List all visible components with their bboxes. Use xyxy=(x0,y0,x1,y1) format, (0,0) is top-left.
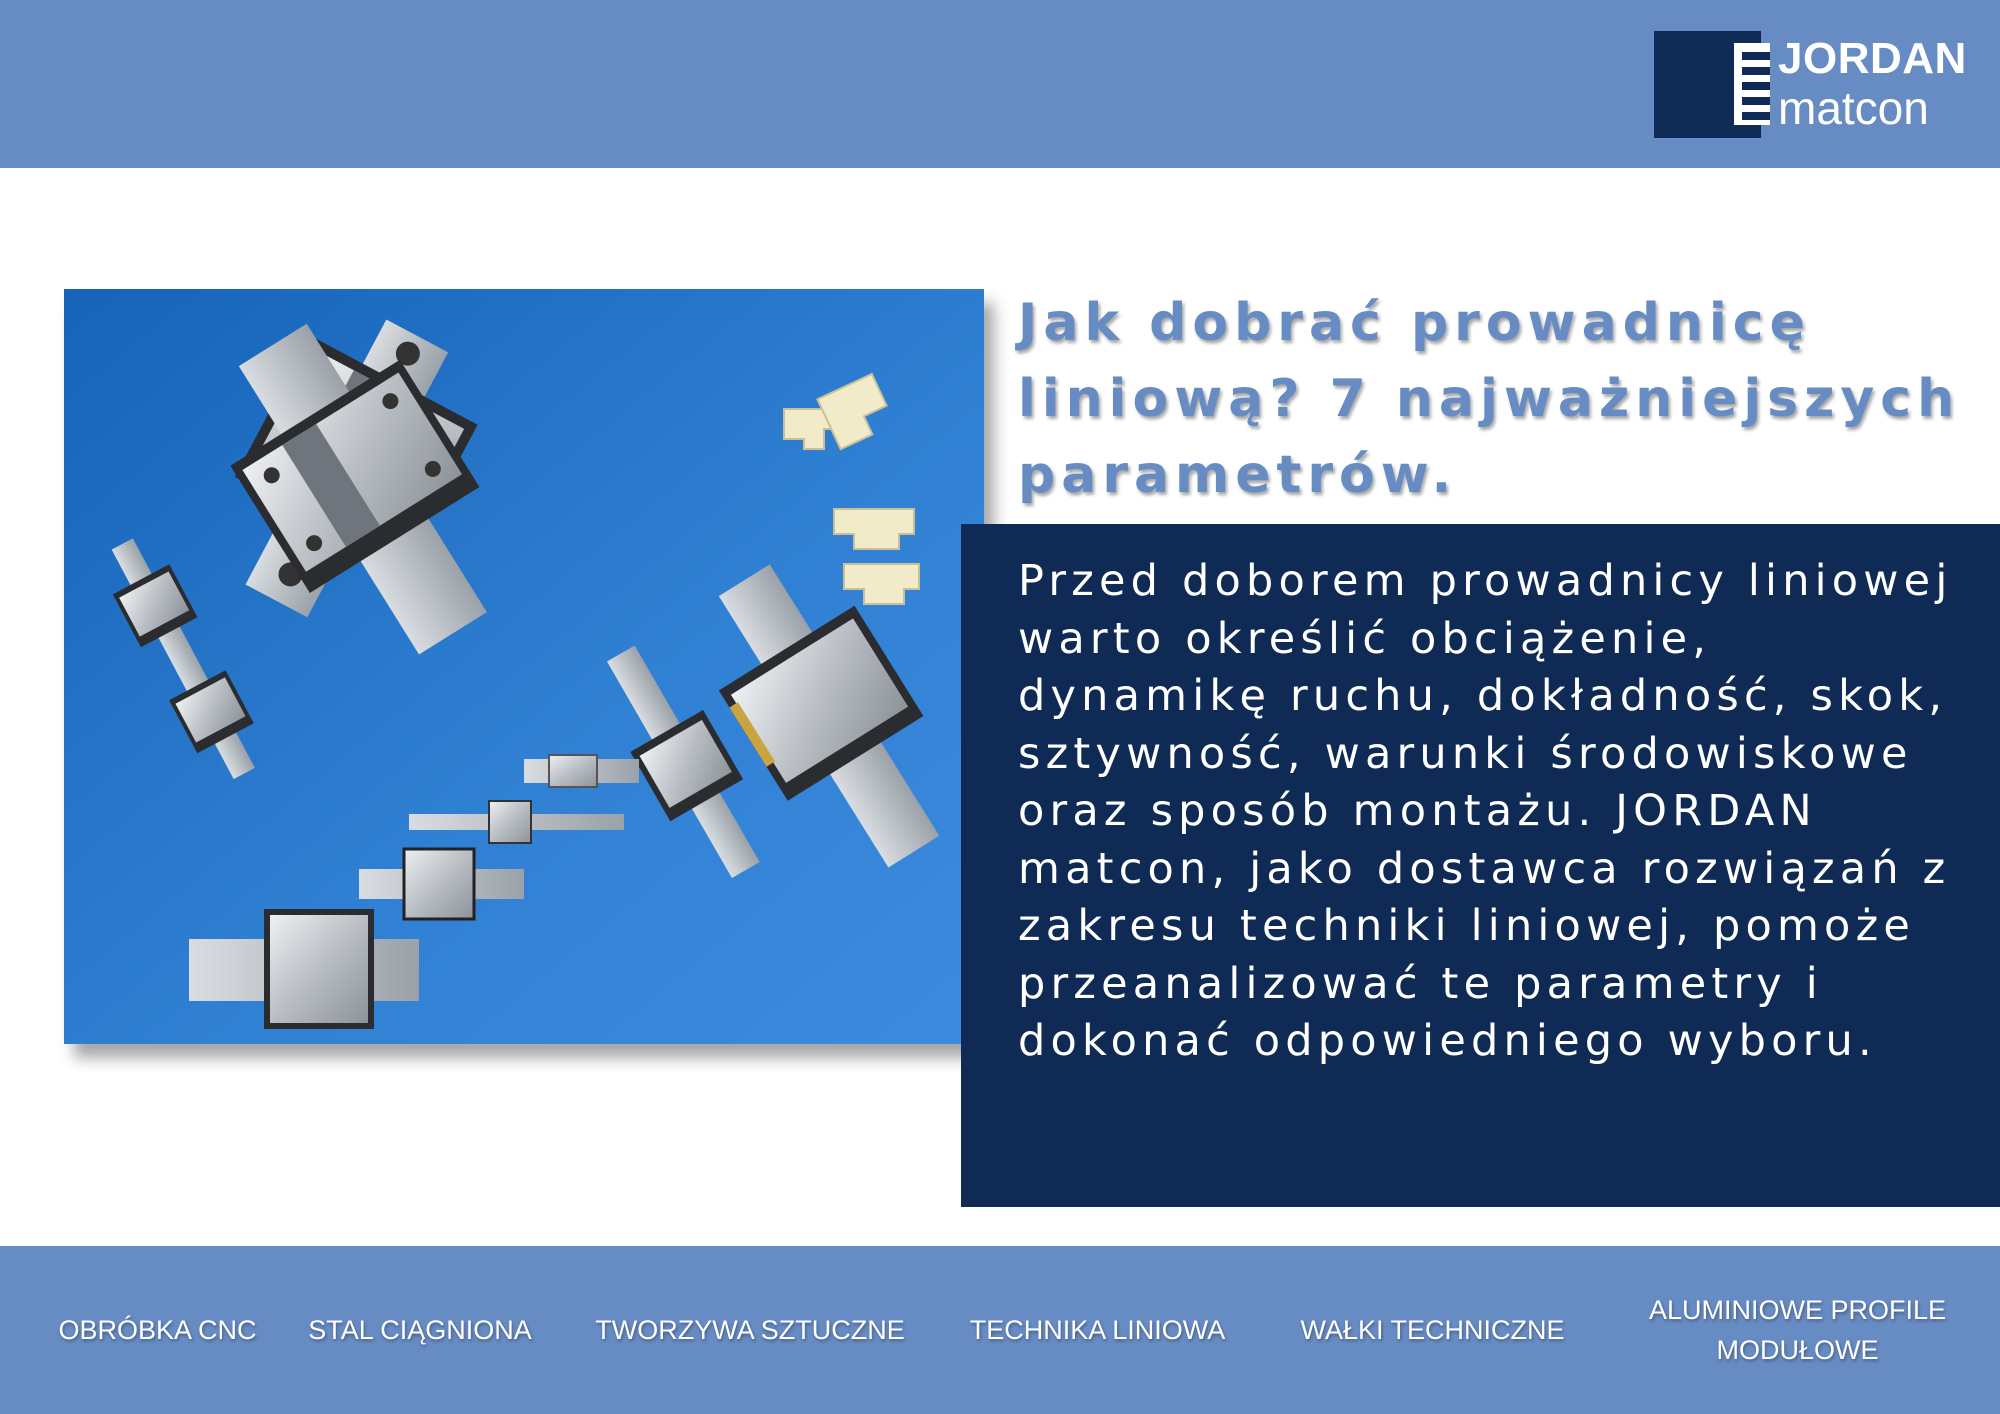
article-body-text: Przed doborem prowadnicy liniowej warto określić obciążenie, dynamikę ruchu, dokładność, skok, sztywność, warunki środowiskowe oraz sposób montażu. JORDAN matcon, jako dostawca rozwiązań z zakresu techniki liniowej, pomoże przeanalizować te parametry i dokonać odpowiedniego wyboru. xyxy=(1018,556,1953,1066)
footer-link-tworzywa-sztuczne[interactable]: TWORZYWA SZTUCZNE xyxy=(595,1315,905,1345)
footer-link-obrobka-cnc[interactable]: OBRÓBKA CNC xyxy=(58,1315,257,1345)
logo-text xyxy=(1778,34,1967,134)
product-photo xyxy=(64,289,984,1044)
footer-link-walki-techniczne[interactable]: WAŁKI TECHNICZNE xyxy=(1300,1315,1565,1345)
jordan-matcon-logo[interactable] xyxy=(1654,31,1967,138)
footer-link-technika-liniowa[interactable]: TECHNIKA LINIOWA xyxy=(969,1315,1226,1345)
footer-link-aluminiowe-profile[interactable]: ALUMINIOWE PROFILE MODUŁOWE xyxy=(1648,1295,1947,1365)
logo-bars-icon xyxy=(1734,43,1770,125)
article-title: Jak dobrać prowadnicę liniową? 7 najważniejszych parametrów. xyxy=(1018,293,1961,505)
logo-line2: matcon xyxy=(1778,82,1929,134)
header-bar xyxy=(0,0,2000,168)
footer-nav xyxy=(0,1246,2000,1414)
logo-line1: JORDAN xyxy=(1778,34,1967,83)
footer-link-stal-ciagniona[interactable]: STAL CIĄGNIONA xyxy=(308,1315,532,1345)
